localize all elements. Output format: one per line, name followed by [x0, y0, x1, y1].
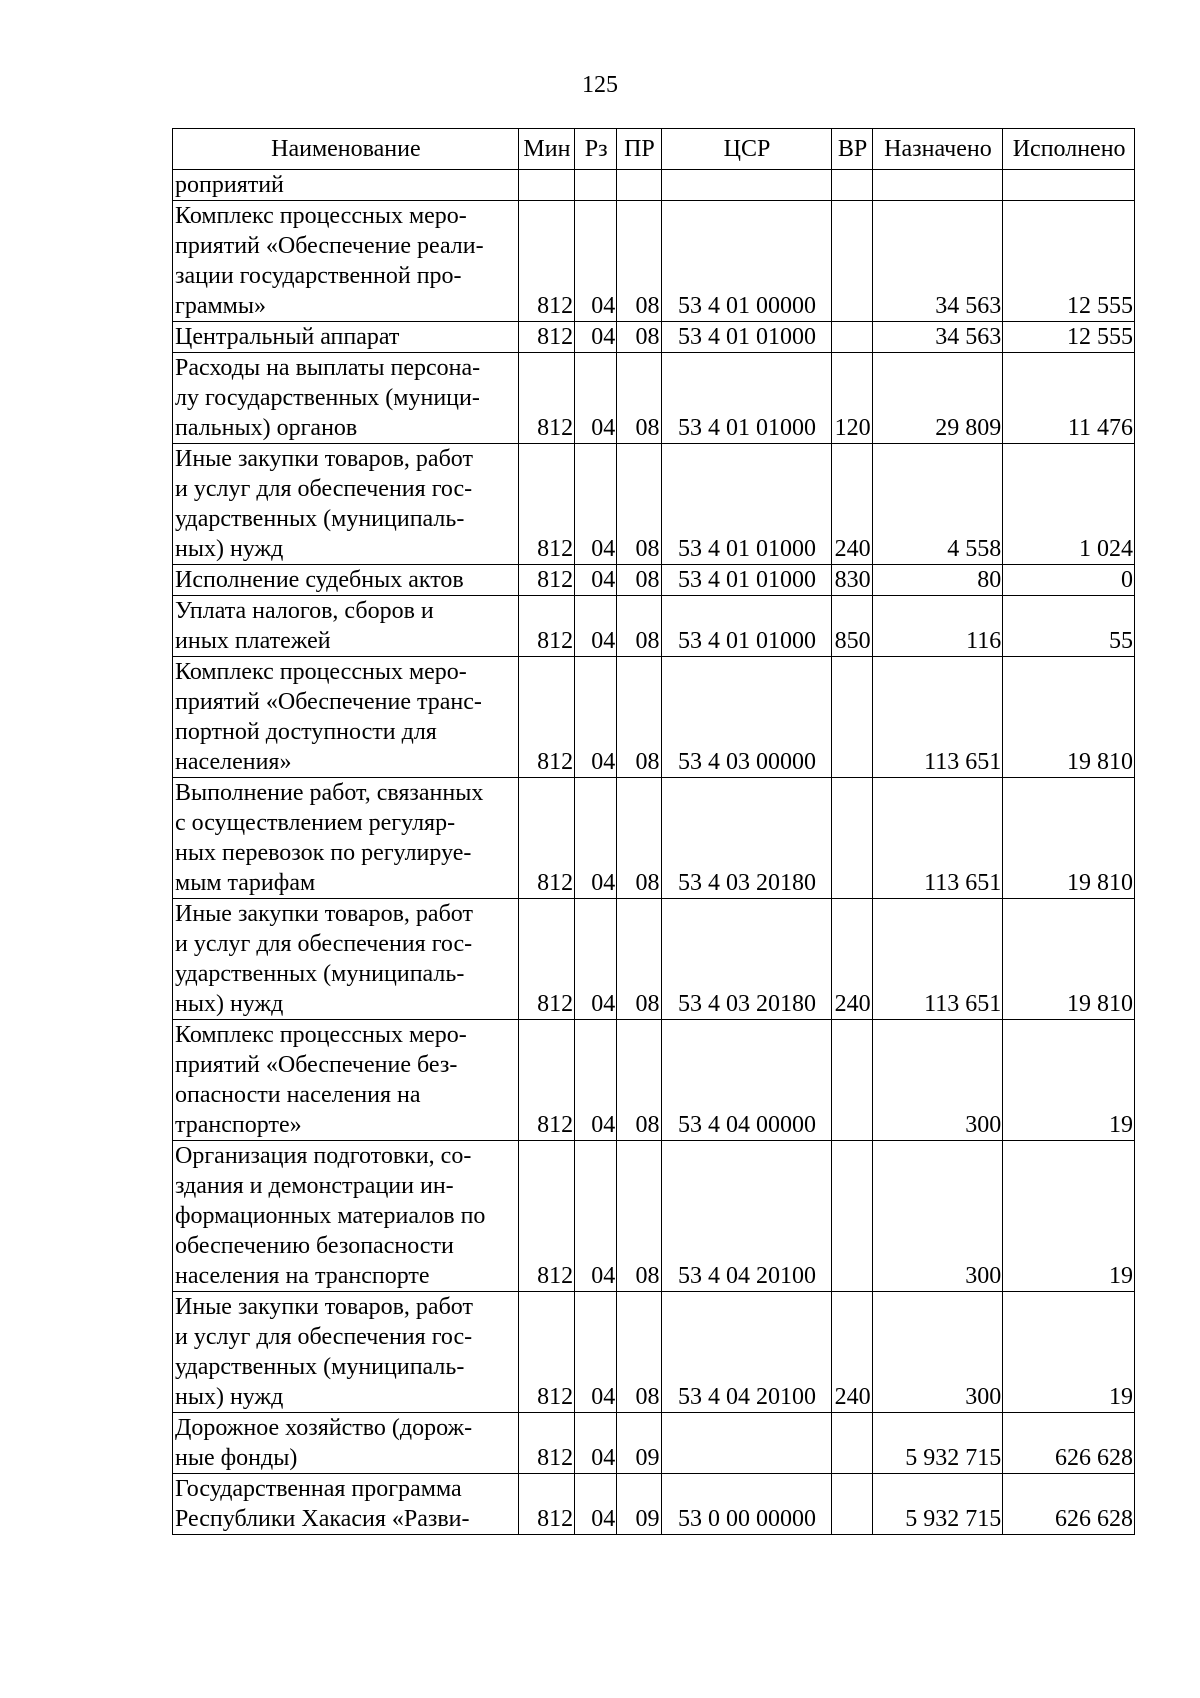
cell-executed: 55	[1003, 596, 1135, 657]
header-name: Наименование	[173, 129, 519, 170]
cell-csr: 53 4 01 01000	[661, 444, 832, 565]
cell-executed: 0	[1003, 565, 1135, 596]
cell-assigned: 113 651	[872, 657, 1003, 778]
cell-name	[173, 201, 519, 322]
cell-vr	[832, 1474, 872, 1535]
name-line: Комплекс процессных меро-	[175, 659, 467, 685]
cell-min: 812	[518, 201, 574, 322]
name-line: Выполнение работ, связанных	[175, 780, 484, 806]
table-header-row	[173, 129, 1135, 170]
cell-csr: 53 4 01 01000	[661, 565, 832, 596]
cell-pr: 08	[617, 778, 661, 899]
cell-pr: 08	[617, 201, 661, 322]
cell-executed: 626 628	[1003, 1474, 1135, 1535]
cell-min: 812	[518, 1413, 574, 1474]
name-line: ных) нужд	[175, 1384, 284, 1410]
cell-name	[173, 1292, 519, 1413]
header-pr: ПР	[617, 129, 661, 170]
cell-executed	[1003, 170, 1135, 201]
cell-assigned: 300	[872, 1020, 1003, 1141]
cell-rz: 04	[575, 565, 617, 596]
cell-vr: 240	[832, 444, 872, 565]
name-line: формационных материалов по	[175, 1203, 486, 1229]
cell-name	[173, 778, 519, 899]
name-line: Расходы на выплаты персона-	[175, 355, 481, 381]
cell-assigned: 5 932 715	[872, 1474, 1003, 1535]
header-csr: ЦСР	[661, 129, 832, 170]
cell-min: 812	[518, 778, 574, 899]
cell-rz: 04	[575, 444, 617, 565]
table-row	[173, 322, 1135, 353]
cell-vr: 850	[832, 596, 872, 657]
cell-executed: 1 024	[1003, 444, 1135, 565]
name-line: транспорте»	[175, 1112, 302, 1138]
cell-csr: 53 4 01 01000	[661, 596, 832, 657]
cell-vr	[832, 170, 872, 201]
cell-rz: 04	[575, 778, 617, 899]
table-row	[173, 444, 1135, 565]
cell-csr: 53 4 01 01000	[661, 322, 832, 353]
cell-min: 812	[518, 657, 574, 778]
cell-rz: 04	[575, 1474, 617, 1535]
name-line: населения»	[175, 749, 292, 775]
cell-assigned: 80	[872, 565, 1003, 596]
cell-vr	[832, 657, 872, 778]
cell-name	[173, 565, 519, 596]
cell-min	[518, 170, 574, 201]
table-row	[173, 565, 1135, 596]
cell-assigned: 29 809	[872, 353, 1003, 444]
name-line: приятий «Обеспечение реали-	[175, 233, 484, 259]
page-number: 125	[582, 72, 618, 98]
cell-rz: 04	[575, 1292, 617, 1413]
cell-csr: 53 4 03 20180	[661, 778, 832, 899]
cell-csr	[661, 1413, 832, 1474]
cell-min: 812	[518, 1292, 574, 1413]
name-line: ные фонды)	[175, 1445, 298, 1471]
name-line: Комплекс процессных меро-	[175, 203, 467, 229]
cell-rz: 04	[575, 899, 617, 1020]
cell-pr: 08	[617, 322, 661, 353]
header-rz: Рз	[575, 129, 617, 170]
cell-min: 812	[518, 565, 574, 596]
table-row	[173, 1292, 1135, 1413]
cell-min: 812	[518, 322, 574, 353]
cell-min: 812	[518, 899, 574, 1020]
cell-pr: 08	[617, 353, 661, 444]
cell-min: 812	[518, 1474, 574, 1535]
cell-pr: 08	[617, 899, 661, 1020]
name-line: здания и демонстрации ин-	[175, 1173, 454, 1199]
cell-csr: 53 4 03 00000	[661, 657, 832, 778]
name-line: пальных) органов	[175, 415, 358, 441]
cell-executed: 19	[1003, 1020, 1135, 1141]
table-row	[173, 596, 1135, 657]
cell-name	[173, 899, 519, 1020]
cell-name	[173, 1413, 519, 1474]
cell-csr: 53 4 04 00000	[661, 1020, 832, 1141]
cell-vr	[832, 1141, 872, 1292]
name-line: ных) нужд	[175, 536, 284, 562]
name-line: Иные закупки товаров, работ	[175, 1294, 473, 1320]
name-line: опасности населения на	[175, 1082, 421, 1108]
table-row	[173, 1020, 1135, 1141]
cell-assigned: 34 563	[872, 201, 1003, 322]
cell-assigned: 300	[872, 1292, 1003, 1413]
cell-executed: 19	[1003, 1141, 1135, 1292]
cell-assigned: 113 651	[872, 899, 1003, 1020]
name-line: лу государственных (муници-	[175, 385, 480, 411]
name-line: приятий «Обеспечение транс-	[175, 689, 482, 715]
table-row	[173, 1413, 1135, 1474]
cell-pr: 08	[617, 596, 661, 657]
cell-assigned: 113 651	[872, 778, 1003, 899]
cell-executed: 12 555	[1003, 322, 1135, 353]
name-line: Комплекс процессных меро-	[175, 1022, 467, 1048]
cell-csr	[661, 170, 832, 201]
table-row	[173, 778, 1135, 899]
cell-rz	[575, 170, 617, 201]
cell-csr: 53 4 03 20180	[661, 899, 832, 1020]
cell-pr: 08	[617, 657, 661, 778]
cell-name	[173, 353, 519, 444]
cell-vr	[832, 1020, 872, 1141]
cell-assigned	[872, 170, 1003, 201]
cell-executed: 626 628	[1003, 1413, 1135, 1474]
cell-csr: 53 0 00 00000	[661, 1474, 832, 1535]
cell-csr: 53 4 04 20100	[661, 1141, 832, 1292]
name-line: зации государственной про-	[175, 263, 462, 289]
cell-name	[173, 1474, 519, 1535]
name-line: Иные закупки товаров, работ	[175, 901, 473, 927]
cell-min: 812	[518, 1020, 574, 1141]
table-row	[173, 657, 1135, 778]
cell-executed: 19 810	[1003, 899, 1135, 1020]
cell-pr: 08	[617, 1141, 661, 1292]
header-vr: ВР	[832, 129, 872, 170]
cell-pr: 08	[617, 565, 661, 596]
cell-name	[173, 657, 519, 778]
cell-vr	[832, 1413, 872, 1474]
cell-min: 812	[518, 353, 574, 444]
cell-rz: 04	[575, 353, 617, 444]
table-row	[173, 170, 1135, 201]
cell-rz: 04	[575, 1020, 617, 1141]
cell-name	[173, 596, 519, 657]
cell-min: 812	[518, 596, 574, 657]
name-line: ударственных (муниципаль-	[175, 961, 465, 987]
table-row	[173, 201, 1135, 322]
name-line: и услуг для обеспечения гос-	[175, 476, 473, 502]
cell-vr	[832, 778, 872, 899]
cell-executed: 11 476	[1003, 353, 1135, 444]
name-line: и услуг для обеспечения гос-	[175, 931, 473, 957]
cell-assigned: 4 558	[872, 444, 1003, 565]
name-line: Республики Хакасия «Разви-	[175, 1506, 470, 1532]
cell-rz: 04	[575, 201, 617, 322]
cell-rz: 04	[575, 596, 617, 657]
name-line: портной доступности для	[175, 719, 437, 745]
cell-min: 812	[518, 444, 574, 565]
name-line: Уплата налогов, сборов и	[175, 598, 434, 624]
cell-name	[173, 1020, 519, 1141]
name-line: Дорожное хозяйство (дорож-	[175, 1415, 473, 1441]
cell-csr: 53 4 01 00000	[661, 201, 832, 322]
cell-rz: 04	[575, 657, 617, 778]
cell-assigned: 5 932 715	[872, 1413, 1003, 1474]
name-line: приятий «Обеспечение без-	[175, 1052, 458, 1078]
name-line: ных) нужд	[175, 991, 284, 1017]
header-executed: Исполнено	[1003, 129, 1135, 170]
cell-vr: 120	[832, 353, 872, 444]
table-row	[173, 353, 1135, 444]
table-row	[173, 899, 1135, 1020]
name-line: мым тарифам	[175, 870, 316, 896]
name-line: иных платежей	[175, 628, 331, 654]
cell-pr: 08	[617, 1020, 661, 1141]
name-line: с осуществлением регуляр-	[175, 810, 456, 836]
cell-assigned: 300	[872, 1141, 1003, 1292]
cell-vr: 240	[832, 899, 872, 1020]
cell-assigned: 116	[872, 596, 1003, 657]
name-line: и услуг для обеспечения гос-	[175, 1324, 473, 1350]
cell-rz: 04	[575, 1413, 617, 1474]
cell-name	[173, 322, 519, 353]
budget-table	[172, 128, 1135, 1535]
cell-executed: 19 810	[1003, 657, 1135, 778]
cell-name	[173, 444, 519, 565]
name-line: населения на транспорте	[175, 1263, 430, 1289]
cell-vr: 240	[832, 1292, 872, 1413]
table-row	[173, 1141, 1135, 1292]
cell-rz: 04	[575, 322, 617, 353]
cell-pr: 08	[617, 1292, 661, 1413]
name-line: Организация подготовки, со-	[175, 1143, 472, 1169]
cell-assigned: 34 563	[872, 322, 1003, 353]
table-row	[173, 1474, 1135, 1535]
header-assigned: Назначено	[872, 129, 1003, 170]
name-line: Исполнение судебных актов	[175, 567, 464, 593]
name-line: ных перевозок по регулируе-	[175, 840, 472, 866]
cell-vr	[832, 201, 872, 322]
header-min: Мин	[518, 129, 574, 170]
name-line: обеспечению безопасности	[175, 1233, 454, 1259]
cell-executed: 19	[1003, 1292, 1135, 1413]
cell-rz: 04	[575, 1141, 617, 1292]
name-line: граммы»	[175, 293, 266, 319]
cell-name	[173, 1141, 519, 1292]
cell-executed: 19 810	[1003, 778, 1135, 899]
name-line: ударственных (муниципаль-	[175, 506, 465, 532]
cell-pr: 09	[617, 1413, 661, 1474]
cell-executed: 12 555	[1003, 201, 1135, 322]
cell-pr	[617, 170, 661, 201]
name-line: роприятий	[175, 172, 284, 198]
cell-csr: 53 4 04 20100	[661, 1292, 832, 1413]
cell-pr: 09	[617, 1474, 661, 1535]
cell-min: 812	[518, 1141, 574, 1292]
name-line: Центральный аппарат	[175, 324, 400, 350]
cell-csr: 53 4 01 01000	[661, 353, 832, 444]
cell-pr: 08	[617, 444, 661, 565]
cell-name	[173, 170, 519, 201]
name-line: Государственная программа	[175, 1476, 462, 1502]
name-line: Иные закупки товаров, работ	[175, 446, 473, 472]
name-line: ударственных (муниципаль-	[175, 1354, 465, 1380]
cell-vr: 830	[832, 565, 872, 596]
cell-vr	[832, 322, 872, 353]
